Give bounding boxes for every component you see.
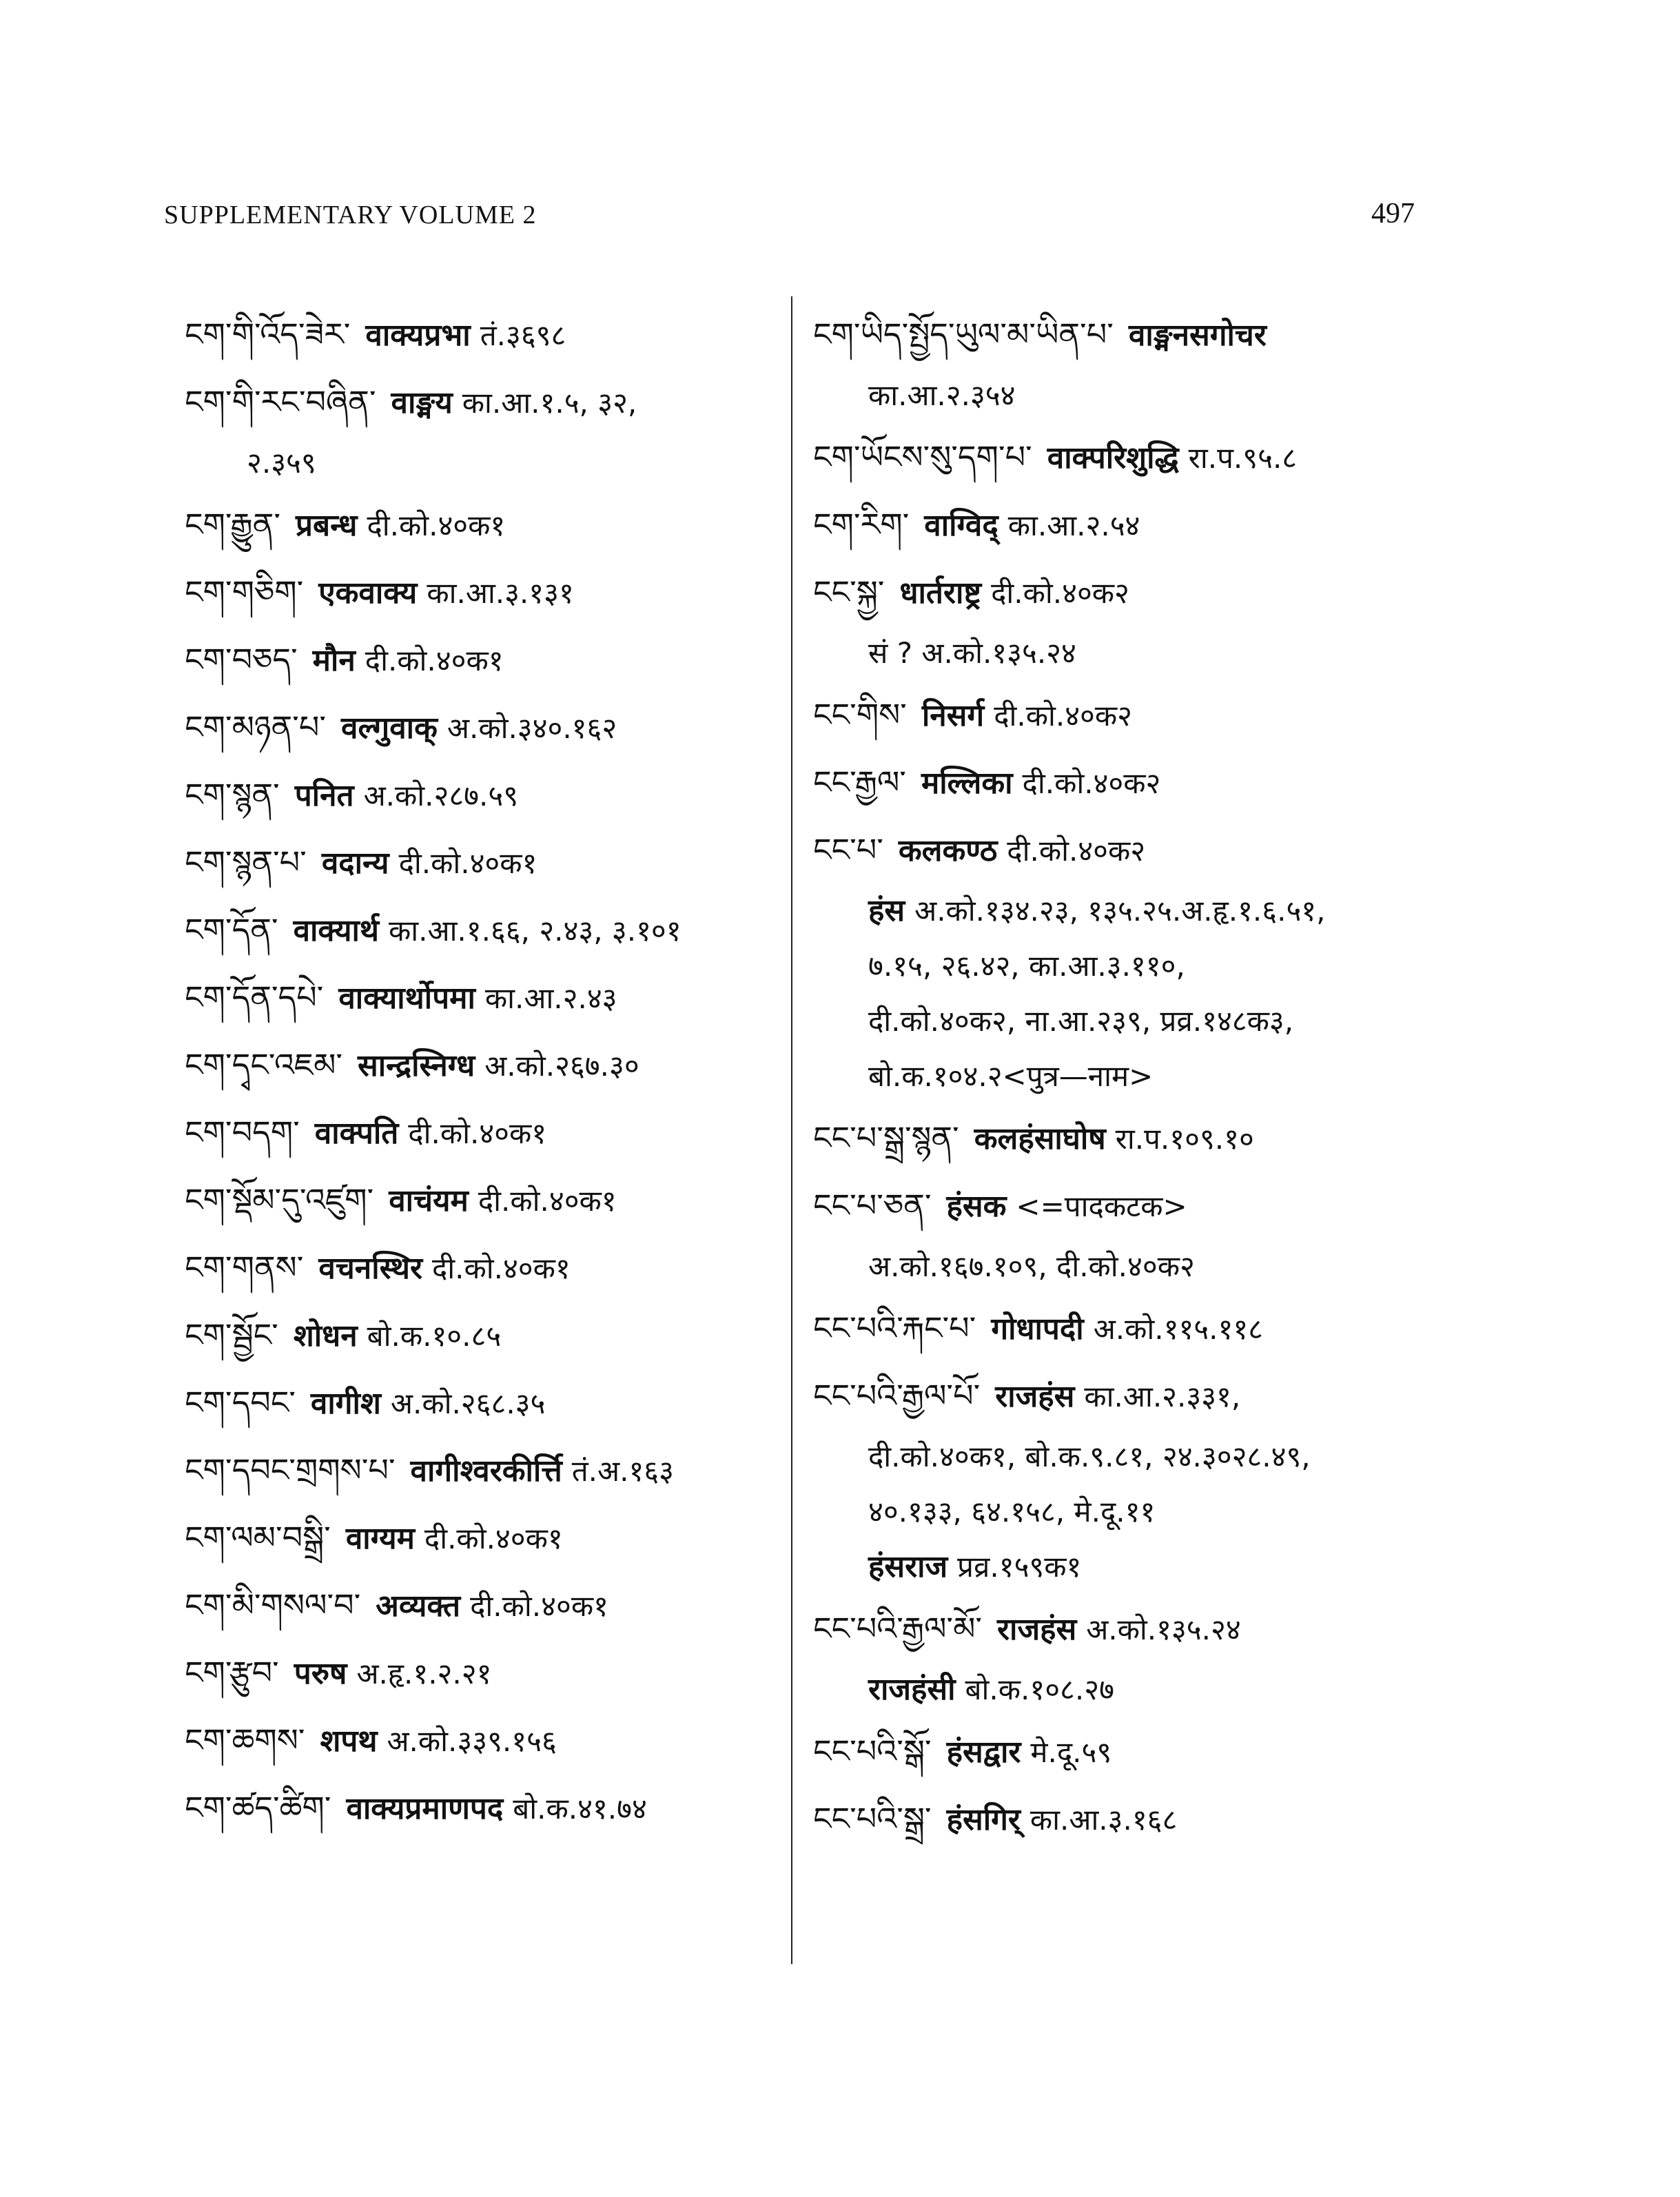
source-reference: दी.को.४०क१ [478, 1184, 617, 1218]
dictionary-entry [813, 1717, 1509, 1785]
sanskrit-equivalent: वाङ्मय [391, 385, 453, 420]
dictionary-entry [813, 939, 1509, 994]
sanskrit-equivalent: मौन [312, 643, 356, 678]
sanskrit-equivalent: अव्यक्त [376, 1588, 461, 1624]
sanskrit-equivalent: वाक्यार्थ [293, 913, 379, 948]
tibetan-headword: ངག་རྩུབ་ [185, 1654, 279, 1691]
dictionary-entry [813, 1429, 1509, 1484]
sanskrit-equivalent: वागीश [310, 1386, 381, 1421]
sanskrit-equivalent: शोधन [293, 1318, 358, 1353]
dictionary-entry [185, 436, 784, 491]
source-reference: अ.को.३४०.१६२ [447, 711, 617, 745]
source-reference: बो.क.४१.७४ [513, 1792, 647, 1826]
tibetan-headword: ངག་བདག་ [185, 1114, 300, 1151]
source-reference: अ.को.३३९.१५६ [387, 1724, 557, 1758]
source-reference: का.आ.२.३५४ [868, 378, 1016, 412]
tibetan-headword: ངག་ལམ་བསྒྲི་ [185, 1519, 331, 1556]
tibetan-headword: ངང་གིས་ [813, 696, 907, 733]
source-reference: का.आ.२.३३१, [1084, 1380, 1241, 1413]
sanskrit-equivalent: परुष [294, 1656, 347, 1691]
dictionary-entry [813, 1239, 1509, 1294]
sanskrit-equivalent: वचनस्थिर [318, 1251, 422, 1286]
source-reference: <=पादकटक> [1016, 1189, 1187, 1223]
tibetan-headword: ངག་ཡིད་སྤྱོད་ཡུལ་མ་ཡིན་པ་ [813, 316, 1114, 353]
sanskrit-equivalent: राजहंसी [868, 1672, 956, 1707]
source-reference: दी.को.४०क१ [398, 846, 537, 880]
source-reference: रा.प.१०९.१० [1115, 1122, 1254, 1156]
sanskrit-equivalent: वाग्यम [345, 1521, 415, 1556]
source-reference: तं.३६९८ [480, 318, 566, 352]
dictionary-entry [185, 491, 784, 558]
tibetan-headword: ངག་སྙན་པ་ [185, 844, 307, 881]
dictionary-entry [813, 1104, 1509, 1172]
tibetan-headword: ངག་མི་གསལ་བ་ [185, 1586, 361, 1624]
source-reference: अ.को.२६८.३५ [390, 1387, 546, 1420]
dictionary-entry [185, 1234, 784, 1301]
tibetan-headword: ངག་དོན་དཔེ་ [185, 979, 324, 1016]
source-reference: ७.१५, २६.४२, का.आ.३.११०, [868, 949, 1185, 983]
tibetan-headword: ངག་སྦྱོང་ [185, 1316, 278, 1353]
sanskrit-equivalent: हंसक [946, 1189, 1007, 1224]
dictionary-entry [185, 626, 784, 693]
dictionary-entry [185, 693, 784, 761]
dictionary-entry [185, 1774, 784, 1841]
sanskrit-equivalent: सान्द्रस्निग्ध [358, 1048, 475, 1083]
source-reference: दी.को.४०क१ [367, 509, 506, 542]
sanskrit-equivalent: धार्तराष्ट्र [899, 575, 982, 611]
sanskrit-equivalent: वाचंयम [389, 1183, 469, 1218]
dictionary-entry [813, 1484, 1509, 1540]
source-reference: दी.को.४०क२, ना.आ.२३९, प्रव्र.१४८क३, [868, 1004, 1294, 1038]
tibetan-headword: ངང་པའི་སྒོ་ [813, 1733, 932, 1770]
source-reference: मे.दू.५९ [1030, 1735, 1112, 1769]
source-reference: बो.क.१०४.२<पुत्र—नाम> [868, 1059, 1154, 1093]
sanskrit-equivalent: हंसराज [868, 1549, 948, 1584]
dictionary-entry [185, 558, 784, 626]
sanskrit-equivalent: हंसगिर् [946, 1802, 1021, 1837]
source-reference: दी.को.४०क१ [408, 1116, 547, 1150]
tibetan-headword: ངག་ཆགས་ [185, 1721, 305, 1759]
tibetan-headword: ངག་སྙན་ [185, 776, 280, 813]
sanskrit-equivalent: वाङ्मनसगोचर [1128, 318, 1267, 353]
dictionary-entry [185, 1639, 784, 1706]
dictionary-entry [185, 1031, 784, 1098]
source-reference: का.आ.१.५, ३२, [462, 386, 637, 420]
source-reference: अ.को.१३५.२४ [1086, 1613, 1241, 1646]
dictionary-entry [185, 828, 784, 896]
tibetan-headword: ངག་སྡོམ་དུ་འཛུག་ [185, 1181, 374, 1218]
dictionary-entry [813, 300, 1509, 368]
sanskrit-equivalent: गोधापदी [991, 1311, 1084, 1347]
tibetan-headword: ངང་པའི་རྒྱལ་མོ་ [813, 1610, 983, 1647]
right-column [813, 300, 1509, 1852]
tibetan-headword: ངང་པ་ [813, 831, 883, 868]
source-reference: ४०.१३३, ६४.१५८, मे.दू.११ [868, 1495, 1156, 1529]
tibetan-headword: ངག་ཡོངས་སུ་དག་པ་ [813, 438, 1032, 476]
dictionary-entry [185, 300, 784, 368]
sanskrit-equivalent: एकवाक्य [318, 575, 418, 611]
sanskrit-equivalent: वाक्यप्रभा [365, 318, 471, 353]
dictionary-entry [813, 681, 1509, 748]
source-reference: अ.को.२६७.३० [484, 1049, 639, 1083]
dictionary-entry [813, 1294, 1509, 1362]
source-reference: दी.को.४०क१ [470, 1589, 608, 1623]
sanskrit-equivalent: कलकण्ठ [898, 833, 998, 868]
tibetan-headword: ངང་པའི་རྒྱལ་པོ་ [813, 1377, 981, 1414]
tibetan-headword: ངག་དབང་ [185, 1384, 296, 1421]
sanskrit-equivalent: मल्लिका [921, 766, 1013, 801]
dictionary-entry [185, 368, 784, 436]
source-reference: बो.क.१०.८५ [367, 1319, 502, 1353]
dictionary-entry [813, 1595, 1509, 1662]
dictionary-entry [185, 896, 784, 963]
source-reference: अ.हृ.१.२.२१ [356, 1657, 492, 1690]
tibetan-headword: ངག་གི་རང་བཞིན་ [185, 383, 376, 420]
sanskrit-equivalent: वदान्य [321, 846, 389, 881]
source-reference: दी.को.४०क१ [424, 1522, 563, 1555]
sanskrit-equivalent: कलहंसाघोष [974, 1121, 1106, 1156]
sanskrit-equivalent: राजहंस [995, 1379, 1075, 1414]
dictionary-entry [813, 491, 1509, 558]
source-reference: का.आ.२.४३ [484, 981, 617, 1015]
source-reference: दी.को.४०क१, बो.क.९.८१, २४.३०२८.४९, [868, 1440, 1311, 1473]
dictionary-entry [185, 761, 784, 828]
source-reference: प्रव्र.१५९क१ [957, 1550, 1082, 1584]
page-number: 497 [1371, 198, 1415, 229]
dictionary-entry [813, 1049, 1509, 1104]
tibetan-headword: ངག་དོན་ [185, 911, 278, 948]
source-reference: सं ? अ.को.१३५.२४ [868, 636, 1076, 670]
sanskrit-equivalent: वाग्विद् [924, 508, 998, 543]
tibetan-headword: ངག་རྒྱུན་ [185, 506, 281, 543]
source-reference: बो.क.१०८.२७ [965, 1673, 1114, 1706]
tibetan-headword: ངག་བཅད་ [185, 641, 298, 678]
tibetan-headword: ངག་དབང་གྲགས་པ་ [185, 1451, 396, 1489]
tibetan-headword: ངག་གནས་ [185, 1249, 304, 1286]
source-reference: अ.को.११५.११८ [1093, 1312, 1264, 1346]
dictionary-entry [813, 626, 1509, 681]
tibetan-headword: ངག་དྭང་འཇམ་ [185, 1046, 343, 1083]
tibetan-headword: ངང་པའི་སྒྲ་ [813, 1800, 932, 1837]
tibetan-headword: ངག་གཅིག་ [185, 573, 304, 611]
tibetan-headword: ངག་གི་འོད་ཟེར་ [185, 316, 351, 353]
dictionary-entry [813, 1662, 1509, 1717]
sanskrit-equivalent: वाक्यप्रमाणपद [346, 1791, 504, 1826]
source-reference: दी.को.४०क२ [994, 699, 1132, 733]
dictionary-entry [813, 748, 1509, 816]
tibetan-headword: ངག་ཚད་ཚིག་ [185, 1789, 331, 1826]
dictionary-entry [185, 1706, 784, 1774]
dictionary-entry [813, 1785, 1509, 1852]
tibetan-headword: ངང་པ་ཅན་ [813, 1187, 932, 1224]
dictionary-entry [813, 816, 1509, 883]
dictionary-entry [185, 1098, 784, 1166]
source-reference: अ.को.१३४.२३, १३५.२५.अ.हृ.१.६.५१, [914, 894, 1326, 928]
tibetan-headword: ངང་པ་སྒྲ་སྙན་ [813, 1119, 959, 1156]
tibetan-headword: ངང་པའི་རྐང་པ་ [813, 1309, 976, 1347]
dictionary-entry [813, 423, 1509, 491]
dictionary-entry [185, 963, 784, 1031]
sanskrit-equivalent: हंस [868, 893, 905, 928]
dictionary-entry [813, 368, 1509, 423]
sanskrit-equivalent: वल्गुवाक् [340, 711, 438, 746]
dictionary-entry [813, 1362, 1509, 1429]
running-head: SUPPLEMENTARY VOLUME 2 [164, 201, 537, 229]
sanskrit-equivalent: शपथ [320, 1724, 378, 1759]
sanskrit-equivalent: वागीश्वरकीर्त्ति [410, 1453, 562, 1489]
dictionary-entry [185, 1369, 784, 1436]
dictionary-entry [185, 1301, 784, 1369]
source-reference: दी.को.४०क१ [431, 1251, 571, 1285]
sanskrit-equivalent: राजहंस [997, 1612, 1077, 1647]
source-reference: २.३५९ [247, 446, 316, 480]
dictionary-entry [813, 994, 1509, 1049]
sanskrit-equivalent: वाक्परिशुद्धि [1047, 440, 1179, 476]
sanskrit-equivalent: वाक्पति [314, 1116, 399, 1151]
dictionary-entry [813, 558, 1509, 626]
left-column [185, 300, 784, 1841]
source-reference: का.आ.३.१६८ [1029, 1803, 1178, 1837]
source-reference: दी.को.४०क२ [1022, 766, 1161, 800]
tibetan-headword: ངང་རྒྱལ་ [813, 764, 906, 801]
dictionary-entry [185, 1504, 784, 1571]
tibetan-headword: ངག་རིག་ [813, 506, 910, 543]
column-divider [791, 296, 792, 1964]
sanskrit-equivalent: हंसद्वार [946, 1735, 1021, 1770]
source-reference: दी.को.४०क१ [365, 644, 504, 677]
sanskrit-equivalent: वाक्यार्थोपमा [338, 981, 475, 1016]
dictionary-entry [813, 883, 1509, 939]
source-reference: का.आ.२.५४ [1007, 509, 1140, 542]
tibetan-headword: ངག་མཉན་པ་ [185, 708, 326, 746]
source-reference: तं.अ.१६३ [571, 1454, 674, 1488]
dictionary-entry [185, 1571, 784, 1639]
sanskrit-equivalent: पनित [294, 778, 354, 813]
source-reference: अ.को.१६७.१०९, दी.को.४०क२ [868, 1249, 1195, 1283]
source-reference: अ.को.२८७.५९ [363, 779, 519, 813]
source-reference: का.आ.१.६६, २.४३, ३.१०१ [389, 914, 682, 948]
dictionary-entry [185, 1166, 784, 1234]
sanskrit-equivalent: निसर्ग [921, 698, 985, 733]
source-reference: दी.को.४०क२ [991, 576, 1129, 610]
tibetan-headword: ངང་སྐྱ་ [813, 573, 885, 611]
sanskrit-equivalent: प्रबन्ध [296, 508, 358, 543]
dictionary-entry [813, 1172, 1509, 1239]
dictionary-entry [813, 1540, 1509, 1595]
source-reference: दी.को.४०क२ [1007, 834, 1146, 868]
source-reference: रा.प.९५.८ [1188, 441, 1298, 475]
dictionary-entry [185, 1436, 784, 1504]
source-reference: का.आ.३.१३१ [427, 576, 574, 610]
